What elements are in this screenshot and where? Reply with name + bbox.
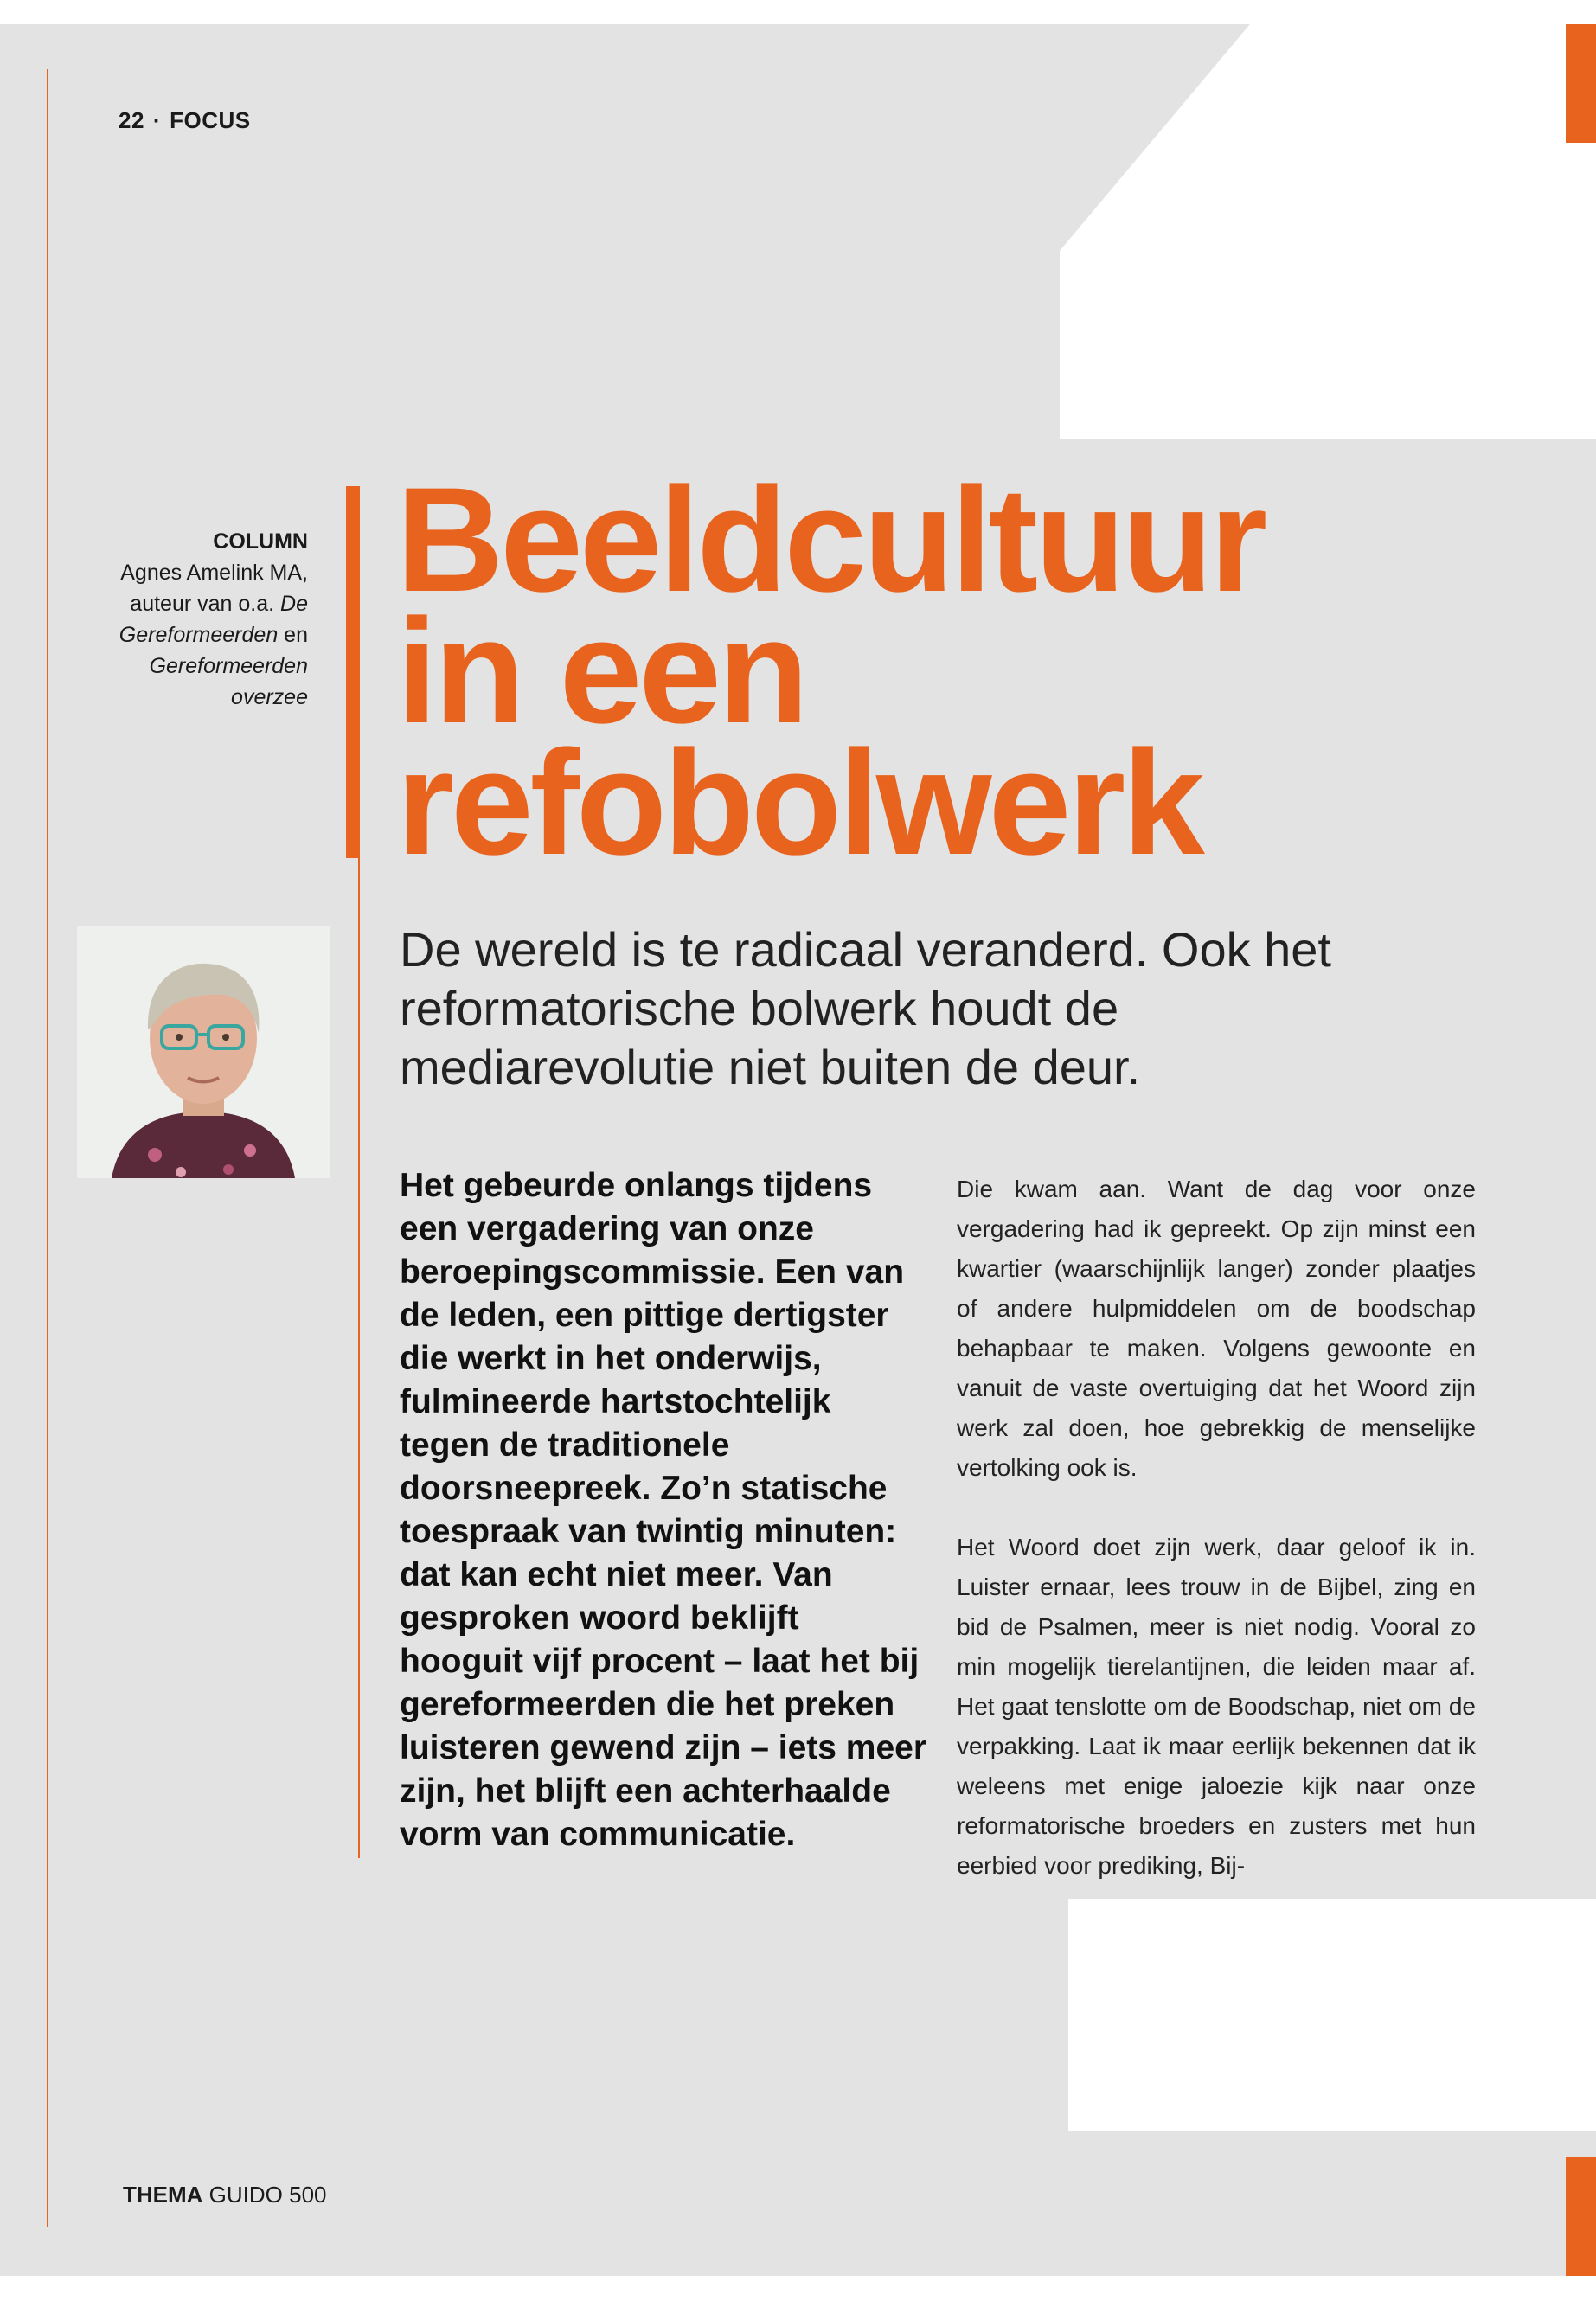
author-byline (52, 526, 308, 713)
article-body (957, 1170, 1476, 1926)
article-title (396, 457, 1265, 886)
column-label: COLUMN (213, 529, 308, 554)
footer-thema: THEMA (123, 2182, 203, 2208)
title-line-2: in een (396, 588, 806, 754)
section-label: FOCUS (170, 107, 251, 133)
author-bio-line5: overzee (231, 685, 308, 709)
article-lead: De wereld is te radicaal veranderd. Ook het reformatorische bolwerk houdt de mediarevolutie niet buiten de deur. (400, 922, 1331, 1094)
decorative-white-block-bottom (1068, 1899, 1596, 2131)
title-accent-bar (346, 486, 360, 858)
author-bio-line2: auteur van o.a. De (130, 592, 308, 616)
magazine-page (0, 24, 1596, 2276)
title-line-3: refobolwerk (396, 720, 1202, 886)
decorative-white-shape-top (1060, 24, 1596, 439)
author-bio-line4: Gereformeerden (149, 654, 308, 678)
body-paragraph-2: Het Woord doet zijn werk, daar geloof ik in. Luister ernaar, lees trouw in de Bijbel, zing en bid de Psalmen, meer is niet nodig. Vooral zo min mogelijk tierelantijnen, die leiden maar af. Het gaat tenslotte om de Boodschap, niet om de verpakking. Laat ik maar eerlijk bekennen dat ik weleens met enige jaloezie kijk naar onze reformatorische broeders en zusters met hun eerbied voor prediking, Bij- (957, 1534, 1476, 1879)
author-photo (77, 926, 330, 1178)
orange-tab-top (1566, 24, 1596, 143)
page-header (119, 107, 251, 134)
article-intro: Het gebeurde onlangs tijdens een vergadering van onze beroepingscommissie. Een van de leden, een pittige dertigster die werkt in het onderwijs, fulmineerde hartstochtelijk tegen de traditionele doorsneepreek. Zo’n statische toespraak van twintig minuten: dat kan echt niet meer. Van gesproken woord beklijft hooguit vijf procent – laat het bij gereformeerden die het preken luisteren gewend zijn – iets meer zijn, het blijft een achterhaalde vorm van communicatie. (400, 1167, 927, 1853)
author-bio-line3: Gereformeerden en (119, 623, 308, 647)
column-rule (358, 855, 360, 1858)
header-separator: · (152, 107, 162, 133)
title-line-1: Beeldcultuur (396, 457, 1265, 623)
page-number: 22 (119, 107, 144, 133)
orange-tab-bottom (1566, 2157, 1596, 2276)
body-paragraph-1: Die kwam aan. Want de dag voor onze vergadering had ik gepreekt. Op zijn minst een kwartier (waarschijnlijk langer) zonder plaatjes of andere hulpmiddelen om de boodschap behapbaar te maken. Volgens gewoonte en vanuit de vaste overtuiging dat het Woord zijn werk zal doen, hoe gebrekkig de menselijke vertolking ook is. (957, 1176, 1476, 1481)
author-name: Agnes Amelink MA, (120, 561, 308, 585)
page-footer (123, 2182, 327, 2208)
left-margin-rule (47, 69, 48, 2227)
footer-issue: GUIDO 500 (208, 2182, 327, 2208)
